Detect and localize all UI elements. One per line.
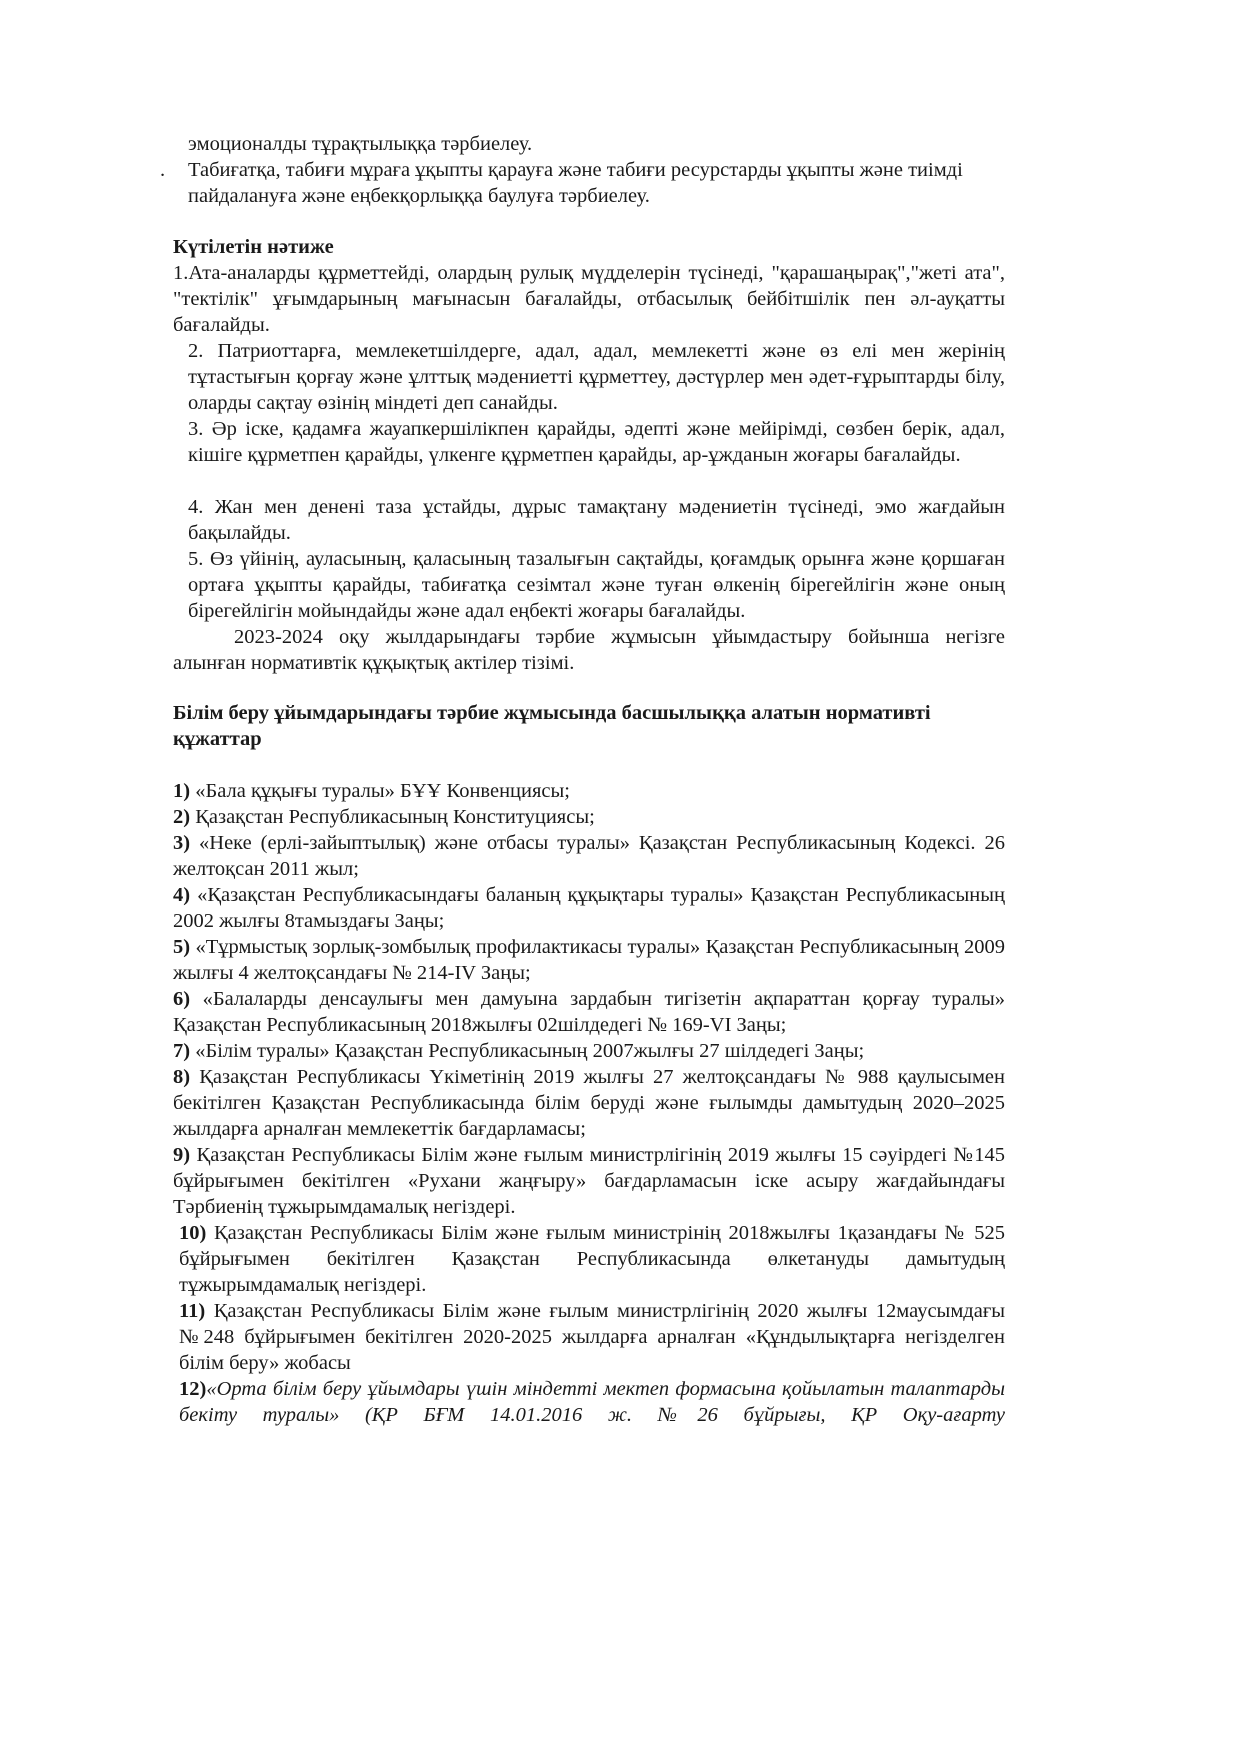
normative-docs-list xyxy=(173,778,1005,1428)
list-item xyxy=(173,1038,1005,1064)
item-text: «Тұрмыстық зорлық-зомбылық профилактикасы туралы» Қазақстан Республикасының 2009 жылғы 4 желтоқсандағы № 214-IV Заңы; xyxy=(173,936,1005,984)
list-item xyxy=(173,1376,1005,1428)
item-text: Қазақстан Республикасы Үкіметінің 2019 жылғы 27 желтоқсандағы № 988 қаулысымен бекітілген Қазақстан Республикасында білім беруді және ғылымды дамытудың 2020–2025 жылдарға арналған мемлекеттік бағдарламасы; xyxy=(173,1066,1005,1140)
section-heading-expected-results: Күтілетін нәтиже xyxy=(173,236,334,258)
item-number: 12) xyxy=(179,1378,207,1400)
item-number: 6) xyxy=(173,988,191,1010)
item-number: 4) xyxy=(173,884,191,906)
item-text: Қазақстан Республикасы Білім және ғылым министрлігінің 2019 жылғы 15 сәуірдегі №145 бұйрығымен бекітілген «Рухани жаңғыру» бағдарламасын іске асыру жағдайындағы Тәрбиенің тұжырымдамалық негіздері. xyxy=(173,1144,1005,1218)
item-text: Қазақстан Республикасы Білім және ғылым министрінің 2018жылғы 1қазандағы № 525 бұйрығымен бекітілген Қазақстан Республикасында өлкетануды дамытудың тұжырымдамалық негіздері. xyxy=(179,1222,1005,1296)
item-number: 1) xyxy=(173,780,191,802)
list-item xyxy=(173,882,1005,934)
item-number: 8) xyxy=(173,1066,191,1088)
item-text: «Орта білім беру ұйымдары үшін міндетті мектеп формасына қойылатын талаптарды бекіту туралы» (ҚР БҒМ 14.01.2016 ж. №26 бұйрығы, ҚР Оқу-ағарту xyxy=(179,1378,1005,1426)
item-number: 2) xyxy=(173,806,191,828)
result-item-1: 1.Ата-аналарды құрметтейді, олардың рулық мүдделерін түсінеді, "қарашаңырақ","жеті ата", "тектілік" ұғымдарының мағынасын бағалайды, отбасылық бейбітшілік пен әл-ауқатты бағалайды. xyxy=(173,262,1005,336)
item-text: «Неке (ерлі-зайыптылық) және отбасы туралы» Қазақстан Республикасының Кодексі. 26 желтоқсан 2011 жыл; xyxy=(173,832,1005,880)
list-item xyxy=(173,804,1005,830)
list-item xyxy=(173,1142,1005,1220)
list-item xyxy=(173,934,1005,986)
item-number: 11) xyxy=(179,1300,206,1322)
item-text: «Балаларды денсаулығы мен дамуына зардабын тигізетін ақпараттан қорғау туралы» Қазақстан Республикасының 2018жылғы 02шілдедегі № 169-VI Заңы; xyxy=(173,988,1005,1036)
list-item xyxy=(173,1220,1005,1298)
list-item xyxy=(173,830,1005,882)
list-item xyxy=(173,778,1005,804)
result-item-2: 2. Патриоттарға, мемлекетшілдерге, адал, адал, мемлекетті және өз елі мен жерінің тұтастығын қорғау және ұлттық мәдениетті құрметтеу, дәстүрлер мен әдет-ғұрыптарды білу, оларды сақтау өзінің міндеті деп санайды. xyxy=(188,340,1005,414)
item-text: Қазақстан Республикасының Конституциясы; xyxy=(190,806,595,828)
closing-paragraph: 2023-2024 оқу жылдарындағы тәрбие жұмысын ұйымдастыру бойынша негізге алынған нормативтік құқықтық актілер тізімі. xyxy=(173,626,1005,674)
list-item xyxy=(173,986,1005,1038)
item-text: «Қазақстан Республикасындағы баланың құқықтары туралы» Қазақстан Республикасының 2002 жылғы 8тамыздағы Заңы; xyxy=(173,884,1005,932)
bullet-item: Табиғатқа, табиғи мұраға ұқыпты қарауға және табиғи ресурстарды ұқыпты және тиімді пайдалануға және еңбекқорлыққа баулуға тәрбиелеу. xyxy=(188,159,963,207)
item-number: 3) xyxy=(173,832,191,854)
paragraph-fragment: эмоционалды тұрақтылыққа тәрбиелеу. xyxy=(188,133,533,155)
item-number: 7) xyxy=(173,1040,191,1062)
item-number: 5) xyxy=(173,936,191,958)
list-item xyxy=(173,1298,1005,1376)
result-item-4: 4. Жан мен денені таза ұстайды, дұрыс тамақтану мәдениетін түсінеді, эмо жағдайын бақылайды. xyxy=(188,496,1005,544)
item-text: «Білім туралы» Қазақстан Республикасының 2007жылғы 27 шілдедегі Заңы; xyxy=(190,1040,865,1062)
result-item-3: 3. Әр іске, қадамға жауапкершілікпен қарайды, әдепті және мейірімді, сөзбен берік, адал, кішіге құрметпен қарайды, үлкенге құрметпен қарайды, ар-ұжданын жоғары бағалайды. xyxy=(188,418,1005,466)
item-text: Қазақстан Республикасы Білім және ғылым министрлігінің 2020 жылғы 12маусымдағы №248 бұйрығымен бекітілген 2020-2025 жылдарға арналған «Құндылықтарға негізделген білім беру» жобасы xyxy=(179,1300,1005,1374)
item-text: «Бала құқығы туралы» БҰҰ Конвенциясы; xyxy=(190,780,570,802)
bullet-marker: . xyxy=(160,159,166,181)
list-item xyxy=(173,1064,1005,1142)
result-item-5: 5. Өз үйінің, ауласының, қаласының тазалығын сақтайды, қоғамдық орынға және қоршаған ортаға ұқыпты қарайды, табиғатқа сезімтал және туған өлкенің бірегейлігін және оның бірегейлігін мойындайды және адал еңбекті жоғары бағалайды. xyxy=(188,548,1005,622)
item-number: 9) xyxy=(173,1144,191,1166)
item-number: 10) xyxy=(179,1222,207,1244)
section-heading-normative-docs: Білім беру ұйымдарындағы тәрбие жұмысында басшылыққа алатын нормативті құжаттар xyxy=(173,702,931,750)
